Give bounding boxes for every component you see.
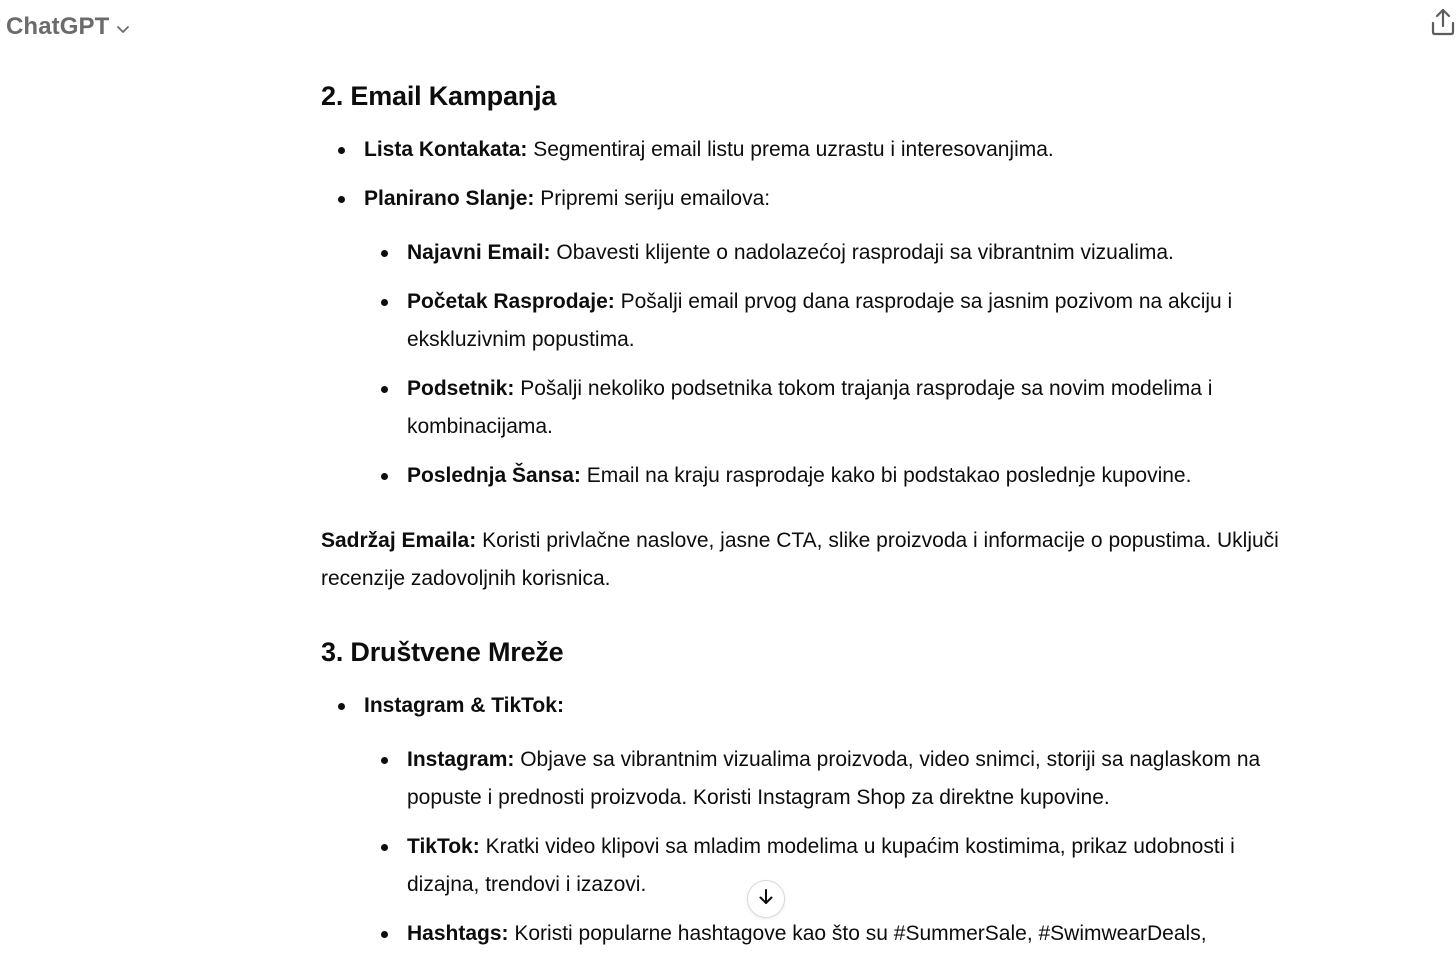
bullet-list [321, 687, 1281, 953]
list-item [364, 741, 1281, 817]
item-label: TikTok: [407, 835, 480, 858]
list-item [364, 915, 1281, 953]
arrow-down-icon [756, 887, 776, 912]
item-text: Segmentiraj email listu prema uzrastu i interesovanjima. [527, 138, 1054, 161]
bullet-list [321, 131, 1281, 495]
item-text: Pripremi seriju emailova: [534, 187, 771, 210]
list-item [321, 687, 1281, 953]
item-label: Planirano Slanje: [364, 187, 535, 210]
section-heading: 3. Društvene Mreže [321, 637, 564, 667]
list-item [364, 828, 1281, 904]
item-label: Poslednja Šansa: [407, 464, 581, 487]
assistant-message [321, 72, 1281, 953]
model-name: ChatGPT [6, 13, 110, 40]
top-bar [0, 0, 1456, 56]
share-icon [1430, 7, 1456, 42]
list-item [364, 370, 1281, 446]
list-item [321, 180, 1281, 495]
share-button[interactable] [1422, 6, 1456, 42]
scroll-to-bottom-button[interactable] [747, 880, 785, 918]
nested-bullet-list [364, 741, 1281, 953]
chevron-down-icon [115, 21, 131, 37]
list-item [364, 234, 1281, 272]
item-text: Kratki video klipovi sa mladim modelima u kupaćim kostimima, prikaz udobnosti i dizajna, trendovi i izazovi. [407, 835, 1235, 896]
model-selector[interactable] [6, 10, 131, 44]
item-text: Obavesti klijente o nadolazećoj rasprodaji sa vibrantnim vizualima. [550, 241, 1174, 264]
item-label: Instagram & TikTok: [364, 694, 564, 717]
list-item [364, 457, 1281, 495]
item-text: Email na kraju rasprodaje kako bi podstakao poslednje kupovine. [580, 464, 1192, 487]
item-text: Koristi popularne hashtagove kao što su #SummerSale, #SwimwearDeals, [508, 922, 1207, 945]
paragraph-label: Sadržaj Emaila: [321, 529, 477, 552]
item-label: Lista Kontakata: [364, 138, 528, 161]
list-item [321, 131, 1281, 169]
paragraph-text: Koristi privlačne naslove, jasne CTA, slike proizvoda i informacije o popustima. Uključi recenzije zadovoljnih korisnica. [321, 529, 1279, 590]
section-heading: 2. Email Kampanja [321, 81, 557, 111]
nested-bullet-list [364, 234, 1281, 495]
item-label: Hashtags: [407, 922, 509, 945]
item-label: Najavni Email: [407, 241, 551, 264]
paragraph [321, 522, 1281, 598]
item-text: Pošalji email prvog dana rasprodaje sa jasnim pozivom na akciju i ekskluzivnim popustima. [407, 290, 1233, 351]
item-text: Pošalji nekoliko podsetnika tokom trajanja rasprodaje sa novim modelima i kombinacijama. [407, 377, 1213, 438]
item-label: Početak Rasprodaje: [407, 290, 615, 313]
list-item [364, 283, 1281, 359]
item-text: Objave sa vibrantnim vizualima proizvoda, video snimci, storiji sa naglaskom na popuste i prednosti proizvoda. Koristi Instagram Shop za direktne kupovine. [407, 748, 1261, 809]
item-label: Instagram: [407, 748, 515, 771]
item-label: Podsetnik: [407, 377, 515, 400]
